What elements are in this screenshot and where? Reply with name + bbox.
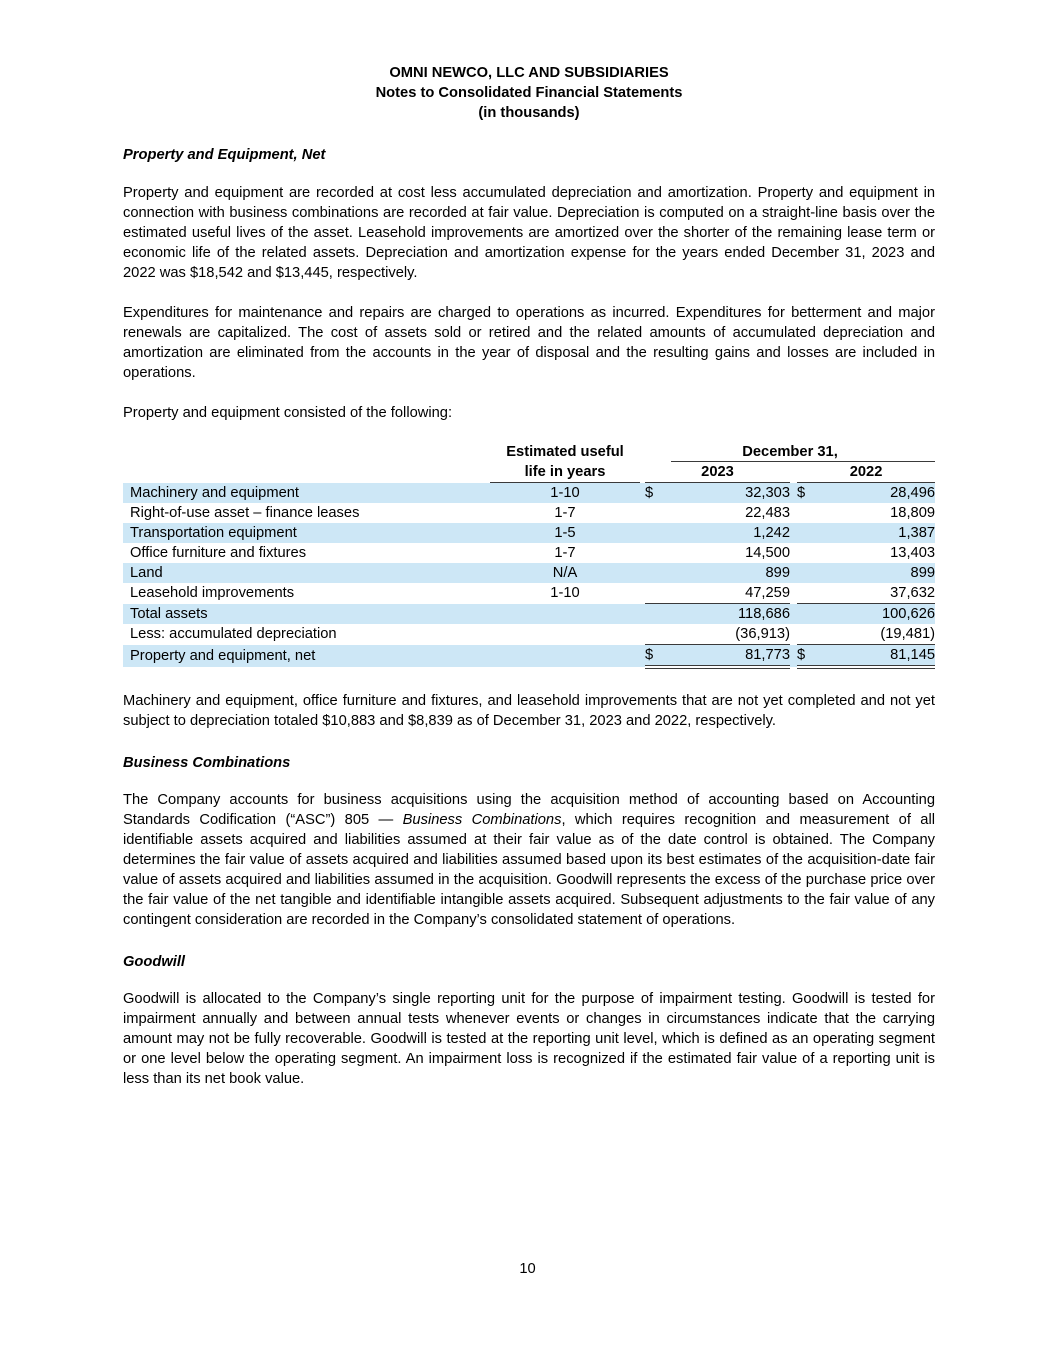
cell-currency-2023	[645, 583, 667, 604]
cell-amount-2023: 47,259	[667, 583, 790, 604]
cell-amount-2022: 899	[910, 565, 936, 581]
col-header-2023: 2023	[645, 462, 790, 483]
para-depreciation-policy: Property and equipment are recorded at cost less accumulated depreciation and amortization. Property and equipment in connection with business combinations are recorded at fair value. Depreciation is computed on a straight-line basis over the estimated useful lives of the asset. Leasehold improvements are amortized over the shorter of the remaining lease term or economic life of the related assets. Depreciation and amortization expense for the years ended December 31, 2023 and 2022 was $18,542 and $13,445, respectively.	[123, 185, 935, 281]
para-table-intro: Property and equipment consisted of the following:	[123, 405, 453, 421]
cell-currency-2023	[645, 624, 667, 645]
cell-currency-2022	[797, 543, 820, 563]
document-header	[123, 63, 935, 123]
cell-currency-2023	[645, 503, 667, 523]
cell-amount-2022: 1,387	[898, 525, 936, 541]
cell-currency-2023: $	[645, 485, 654, 501]
cell-life: 1-10	[550, 585, 580, 602]
cell-currency-2022	[797, 563, 820, 583]
cell-currency-2022	[797, 624, 820, 645]
cell-amount-2022: 81,145	[820, 645, 935, 668]
para-bc-segment-after: , which requires recognition and measurement of all identifiable assets acquired and liabilities assumed at their fair value as of the date control is obtained. The Company determines the fair value of assets acquired and liabilities assumed based upon its best estimates of the acquisition-date fair value of assets acquired and liabilities assumed in the acquisition. Goodwill represents the excess of the purchase price over the fair value of the net tangible and identifiable intangible assets acquired. Subsequent adjustments to the fair value of any contingent consideration are recorded in the Company’s consolidated statement of operations.	[123, 812, 935, 928]
heading-goodwill: Goodwill	[123, 954, 186, 970]
cell-amount-2023: 32,303	[745, 485, 790, 501]
table-row	[123, 543, 935, 563]
cell-currency-2022	[797, 503, 820, 523]
para-expenditures: Expenditures for maintenance and repairs are charged to operations as incurred. Expenditures for betterment and major renewals are capitalized. The cost of assets sold or retired and the related amounts of accumulated depreciation and amortization are eliminated from the accounts in the year of disposal and the resulting gains and losses are included in operations.	[123, 305, 935, 381]
spacer-cell	[790, 462, 797, 483]
heading-business-combinations: Business Combinations	[123, 755, 291, 771]
cell-amount-2022: 100,626	[881, 606, 936, 622]
cell-amount-2022: (19,481)	[820, 624, 935, 645]
para-bc-segment-before: The Company accounts for business acquisitions using the acquisition method of accounting based on Accounting Standards Codification (“ASC”) 805 —	[123, 792, 935, 828]
col-header-2022: 2022	[797, 462, 935, 483]
spacer-cell	[790, 503, 797, 523]
cell-amount-2023: 1,242	[753, 525, 790, 541]
cell-label: Machinery and equipment	[130, 484, 300, 501]
spacer-cell	[790, 563, 797, 583]
spacer-cell	[790, 624, 797, 645]
cell-label: Leasehold improvements	[130, 585, 295, 602]
cell-label: Property and equipment, net	[130, 647, 316, 664]
cell-amount-2023: 81,773	[667, 645, 790, 668]
property-equipment-table	[123, 442, 935, 669]
cell-currency-2022	[797, 604, 820, 625]
para-goodwill: Goodwill is allocated to the Company’s single reporting unit for the purpose of impairment testing. Goodwill is tested for impairment annually and between annual tests whenever events or changes in circumstances indicate that the carrying amount may not be fully recoverable. Goodwill is tested at the reporting unit level, which is defined as an operating segment or one level below the operating segment. An impairment loss is recognized if the estimated fair value of a reporting unit is less than its net book value.	[123, 991, 935, 1087]
cell-label: Transportation equipment	[130, 525, 297, 541]
cell-currency-2023	[645, 563, 667, 583]
cell-life	[490, 645, 640, 668]
cell-amount-2022: 18,809	[890, 505, 936, 521]
cell-currency-2023	[645, 604, 667, 625]
table-row	[123, 483, 935, 504]
cell-amount-2022: 28,496	[890, 485, 936, 501]
cell-amount-2023: 118,686	[737, 606, 790, 622]
spacer-cell	[790, 483, 797, 504]
table-row	[123, 563, 935, 583]
document-title: Notes to Consolidated Financial Statements	[375, 85, 683, 101]
cell-life: 1-7	[554, 505, 576, 521]
spacer-cell	[123, 442, 490, 462]
cell-life	[490, 604, 640, 625]
spacer-cell	[790, 543, 797, 563]
cell-amount-2023: 22,483	[745, 505, 790, 521]
cell-currency-2022	[797, 523, 820, 543]
cell-amount-2022: 13,403	[890, 545, 936, 561]
cell-currency-2022	[797, 583, 820, 604]
col-header-life-line2: life in years	[490, 462, 640, 483]
page-content	[123, 63, 935, 1089]
cell-life: N/A	[552, 565, 578, 581]
heading-property-equipment: Property and Equipment, Net	[123, 147, 326, 163]
cell-label: Land	[130, 565, 163, 581]
cell-life	[490, 624, 640, 645]
cell-amount-2023: 899	[765, 565, 790, 581]
cell-amount-2023: 14,500	[745, 545, 790, 561]
cell-label: Office furniture and fixtures	[130, 545, 307, 561]
table-row	[123, 523, 935, 543]
para-bc-segment-italic: Business Combinations	[402, 812, 562, 828]
spacer-cell	[790, 583, 797, 604]
cell-life: 1-5	[554, 525, 576, 541]
table-row	[123, 604, 935, 625]
table-row	[123, 624, 935, 645]
table-row	[123, 503, 935, 523]
spacer-cell	[123, 462, 490, 483]
cell-life: 1-10	[550, 485, 580, 501]
spacer-cell	[790, 645, 797, 668]
table-header-row-1	[123, 442, 935, 462]
col-header-life-line1: Estimated useful	[506, 444, 624, 460]
cell-label: Less: accumulated depreciation	[130, 626, 337, 643]
company-name: OMNI NEWCO, LLC AND SUBSIDIARIES	[389, 65, 669, 81]
cell-currency-2023: $	[645, 645, 667, 668]
units-note: (in thousands)	[478, 105, 580, 121]
cell-currency-2023	[645, 523, 667, 543]
cell-label: Right-of-use asset – finance leases	[130, 505, 360, 521]
spacer-cell	[790, 523, 797, 543]
table-row	[123, 645, 935, 668]
cell-amount-2023: (36,913)	[667, 624, 790, 645]
table-header-row-2	[123, 462, 935, 483]
page-number: 10	[519, 1261, 536, 1277]
cell-currency-2023	[645, 543, 667, 563]
para-not-completed: Machinery and equipment, office furniture and fixtures, and leasehold improvements that are not yet completed and not yet subject to depreciation totaled $10,883 and $8,839 as of December 31, 2023 and 2022, respectively.	[123, 693, 935, 729]
spacer-cell	[790, 604, 797, 625]
cell-life: 1-7	[554, 545, 576, 561]
cell-label: Total assets	[130, 605, 208, 622]
col-header-date-spanner: December 31,	[645, 442, 935, 462]
cell-amount-2022: 37,632	[820, 583, 935, 604]
table-row	[123, 583, 935, 604]
cell-currency-2022: $	[797, 485, 806, 501]
cell-currency-2022: $	[797, 645, 820, 668]
para-business-combinations	[123, 790, 935, 930]
